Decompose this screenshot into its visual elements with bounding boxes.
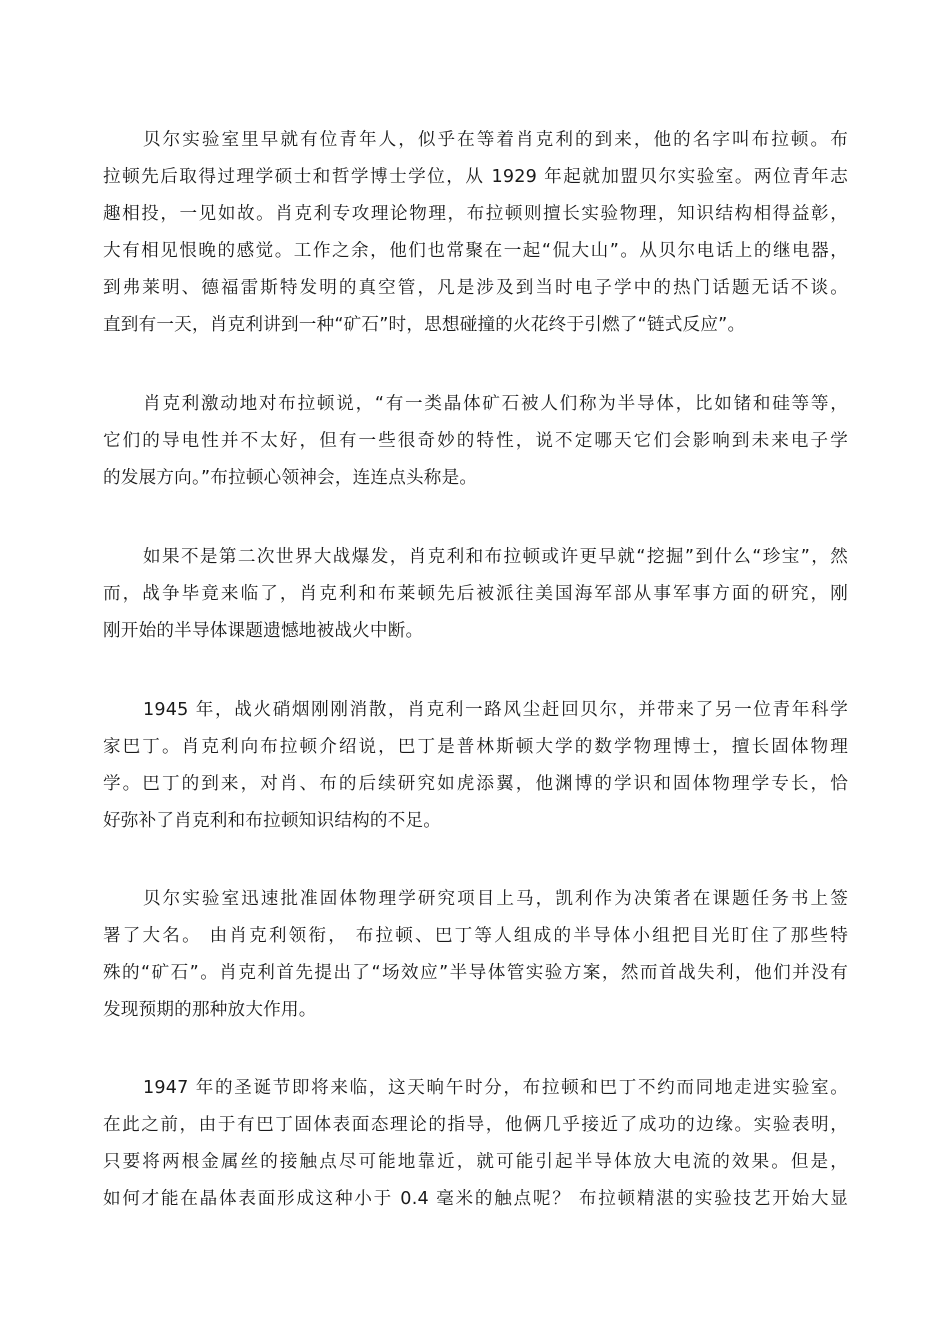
- text-line: 刚开始的半导体课题遗憾地被战火中断。: [103, 621, 424, 641]
- text-line: 好弥补了肖克利和布拉顿知识结构的不足。: [103, 811, 442, 831]
- text-line: 贝尔实验室迅速批准固体物理学研究项目上马，凯利作为决策者在课题任务书上签: [143, 889, 848, 909]
- text-line: 家巴丁。肖克利向布拉顿介绍说，巴丁是普林斯顿大学的数学物理博士，擅长固体物理: [103, 737, 848, 757]
- text-line: 趣相投，一见如故。肖克利专攻理论物理，布拉顿则擅长实验物理，知识结构相得益彰，: [103, 204, 848, 224]
- text-line: 如何才能在晶体表面形成这种小于 0.4 毫米的触点呢？ 布拉顿精湛的实验技艺开始大显: [103, 1189, 848, 1209]
- text-line: 拉顿先后取得过理学硕士和哲学博士学位，从 1929 年起就加盟贝尔实验室。两位青年志: [103, 167, 848, 187]
- text-line: 到弗莱明、德福雷斯特发明的真空管，凡是涉及到当时电子学中的热门话题无话不谈。: [103, 278, 848, 298]
- text-line: 大有相见恨晚的感觉。工作之余，他们也常聚在一起“侃大山”。从贝尔电话上的继电器，: [103, 241, 848, 261]
- paragraph-4: [103, 692, 848, 840]
- text-line: 肖克利激动地对布拉顿说，“有一类晶体矿石被人们称为半导体，比如锗和硅等等，: [143, 394, 848, 414]
- paragraph-6: [103, 1070, 848, 1218]
- text-line: 它们的导电性并不太好，但有一些很奇妙的特性，说不定哪天它们会影响到未来电子学: [103, 431, 848, 451]
- text-line: 只要将两根金属丝的接触点尽可能地靠近，就可能引起半导体放大电流的效果。但是，: [103, 1152, 848, 1172]
- text-line: 而，战争毕竟来临了，肖克利和布莱顿先后被派往美国海军部从事军事方面的研究，刚: [103, 584, 848, 604]
- text-line: 1947 年的圣诞节即将来临，这天晌午时分，布拉顿和巴丁不约而同地走进实验室。: [143, 1078, 848, 1098]
- text-line: 发现预期的那种放大作用。: [103, 1000, 317, 1020]
- text-line: 的发展方向。”布拉顿心领神会，连连点头称是。: [103, 468, 478, 488]
- text-line: 如果不是第二次世界大战爆发，肖克利和布拉顿或许更早就“挖掘”到什么“珍宝”，然: [143, 547, 848, 567]
- text-line: 殊的“矿石”。肖克利首先提出了“场效应”半导体管实验方案，然而首战失利，他们并没有: [103, 963, 848, 983]
- paragraph-3: [103, 539, 848, 650]
- text-line: 直到有一天，肖克利讲到一种“矿石”时，思想碰撞的火花终于引燃了“链式反应”。: [103, 315, 746, 335]
- paragraph-5: [103, 881, 848, 1029]
- text-line: 学。巴丁的到来，对肖、布的后续研究如虎添翼，他渊博的学识和固体物理学专长，恰: [103, 774, 848, 794]
- text-line: 署了大名。 由肖克利领衔， 布拉顿、巴丁等人组成的半导体小组把目光盯住了那些特: [103, 926, 848, 946]
- paragraph-2: [103, 386, 848, 497]
- paragraph-1: [103, 122, 848, 344]
- text-line: 在此之前，由于有巴丁固体表面态理论的指导，他俩几乎接近了成功的边缘。实验表明，: [103, 1115, 848, 1135]
- text-line: 贝尔实验室里早就有位青年人，似乎在等着肖克利的到来，他的名字叫布拉顿。布: [143, 130, 848, 150]
- text-line: 1945 年，战火硝烟刚刚消散，肖克利一路风尘赶回贝尔，并带来了另一位青年科学: [143, 700, 848, 720]
